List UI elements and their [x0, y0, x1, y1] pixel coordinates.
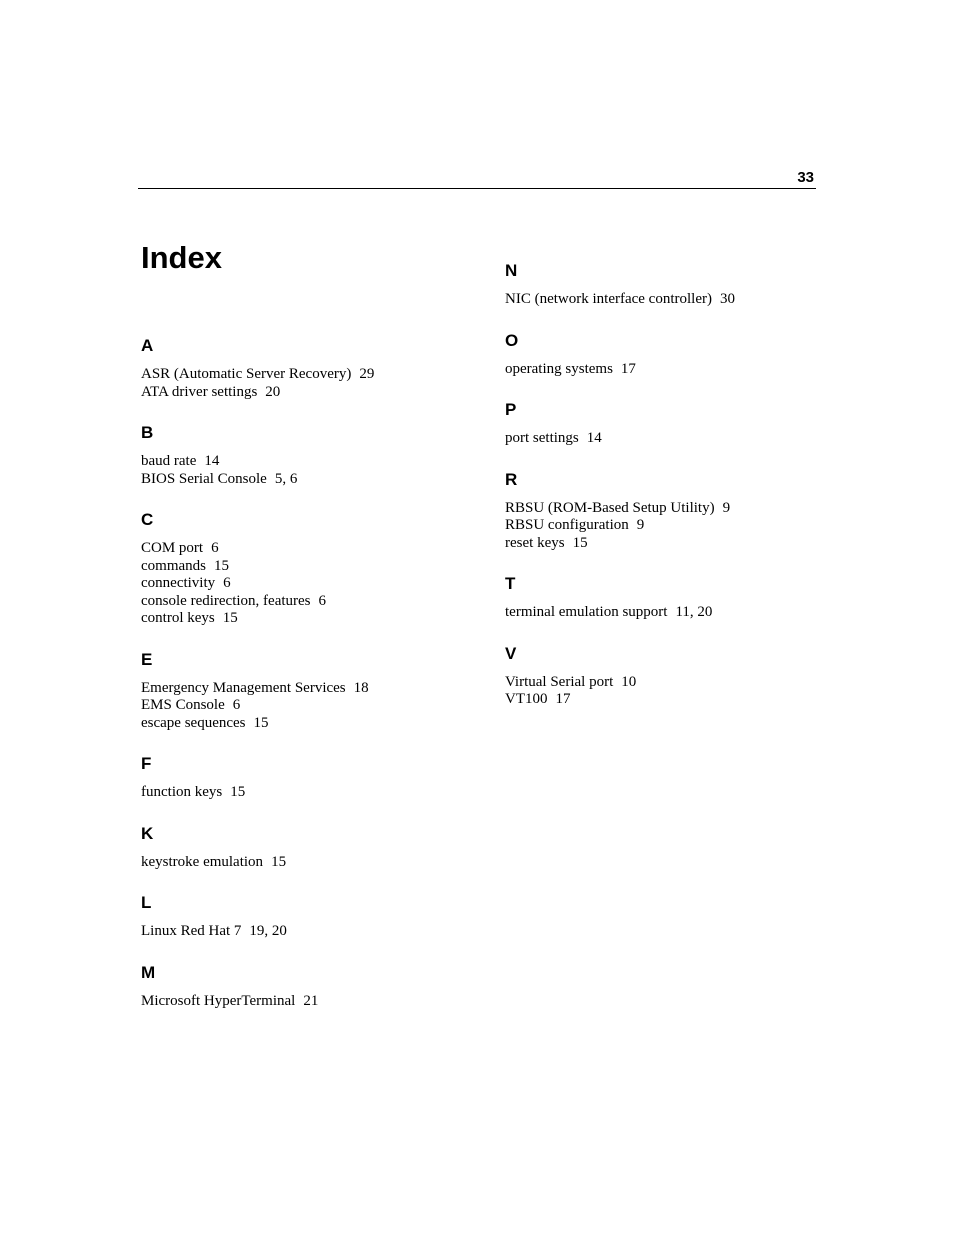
- index-term: connectivity: [141, 575, 216, 591]
- section-letter: N: [505, 261, 518, 280]
- index-page-ref[interactable]: 21: [303, 992, 319, 1009]
- index-page-ref[interactable]: 30: [720, 291, 735, 307]
- index-page-ref[interactable]: 15: [253, 714, 269, 731]
- index-page-ref[interactable]: 29: [359, 366, 375, 382]
- index-page-ref[interactable]: 11, 20: [675, 604, 713, 620]
- index-entry: [505, 361, 735, 379]
- index-page-ref[interactable]: 10: [621, 673, 637, 690]
- index-entry: [505, 674, 735, 692]
- index-term: Emergency Management Services: [141, 679, 346, 696]
- index-term: RBSU (ROM-Based Setup Utility): [505, 499, 715, 516]
- index-entry: [505, 500, 735, 518]
- index-entry: [141, 715, 374, 733]
- index-entry: [505, 517, 735, 535]
- index-section-a: [141, 336, 374, 401]
- index-page-ref[interactable]: 9: [636, 517, 645, 533]
- index-entry: [505, 604, 735, 622]
- page-number: 33: [797, 169, 814, 186]
- index-section-e: [141, 650, 374, 733]
- index-section-p: [505, 400, 735, 448]
- section-letter: T: [505, 574, 516, 593]
- index-term: EMS Console: [141, 697, 225, 713]
- section-letter: V: [505, 643, 517, 663]
- index-term: console redirection, features: [141, 592, 311, 609]
- index-entry: [141, 923, 374, 941]
- index-page-ref[interactable]: 15: [214, 557, 229, 574]
- index-term: commands: [141, 557, 206, 574]
- index-entry: [141, 540, 374, 558]
- index-section-o: [505, 331, 735, 379]
- index-page-ref[interactable]: 6: [211, 540, 219, 556]
- index-entry: [141, 593, 374, 611]
- index-section-l: [141, 893, 374, 941]
- index-page-ref[interactable]: 17: [555, 691, 571, 707]
- section-letter: K: [141, 823, 154, 843]
- section-letter: R: [505, 469, 518, 489]
- index-entry: [505, 535, 735, 553]
- index-page-ref[interactable]: 6: [223, 575, 231, 591]
- index-page-ref[interactable]: 20: [265, 383, 281, 400]
- index-entry: [141, 366, 374, 384]
- index-term: Virtual Serial port: [505, 673, 614, 690]
- index-section-n: [505, 261, 735, 309]
- header-rule: [138, 188, 816, 189]
- index-term: escape sequences: [141, 714, 246, 731]
- index-term: port settings: [505, 430, 579, 446]
- index-term: keystroke emulation: [141, 853, 264, 870]
- index-entry: [141, 453, 374, 471]
- index-page-ref[interactable]: 6: [232, 697, 241, 713]
- index-entry: [141, 471, 374, 489]
- index-page-ref[interactable]: 15: [271, 853, 287, 870]
- index-section-b: [141, 423, 374, 488]
- index-term: baud rate: [141, 453, 197, 469]
- index-page-ref[interactable]: 5, 6: [274, 470, 298, 487]
- index-term: operating systems: [505, 360, 613, 377]
- index-term: function keys: [141, 784, 223, 800]
- section-letter: B: [141, 423, 154, 442]
- index-term: Microsoft HyperTerminal: [141, 992, 296, 1009]
- index-page-ref[interactable]: 19, 20: [249, 923, 287, 939]
- section-letter: M: [141, 962, 156, 982]
- index-section-f: [141, 754, 374, 802]
- index-section-m: [141, 963, 374, 1011]
- section-letter: F: [141, 754, 152, 773]
- index-page-ref[interactable]: 9: [722, 499, 731, 516]
- index-entry: [141, 558, 374, 576]
- index-term: reset keys: [505, 534, 565, 551]
- index-entry: [141, 854, 374, 872]
- index-entry: [141, 610, 374, 628]
- index-term: RBSU configuration: [505, 517, 629, 533]
- index-page-ref[interactable]: 15: [230, 784, 246, 800]
- section-letter: P: [505, 400, 517, 419]
- index-term: Linux Red Hat 7: [141, 923, 242, 939]
- index-page-ref[interactable]: 15: [572, 534, 588, 551]
- index-page-ref[interactable]: 18: [353, 679, 369, 696]
- index-term: ATA driver settings: [141, 383, 258, 400]
- index-section-c: [141, 510, 374, 628]
- index-column-left: [141, 336, 374, 1032]
- index-entry: [505, 691, 735, 709]
- section-letter: A: [141, 336, 154, 355]
- index-entry: [141, 784, 374, 802]
- index-page-ref[interactable]: 6: [318, 592, 327, 609]
- index-entry: [141, 697, 374, 715]
- index-page-ref[interactable]: 15: [222, 610, 238, 626]
- section-letter: C: [141, 510, 154, 529]
- page-title: Index: [141, 240, 222, 275]
- index-term: COM port: [141, 540, 204, 556]
- index-term: VT100: [505, 691, 548, 707]
- index-entry: [505, 430, 735, 448]
- index-term: control keys: [141, 610, 215, 626]
- index-entry: [141, 993, 374, 1011]
- index-term: ASR (Automatic Server Recovery): [141, 366, 352, 382]
- index-term: BIOS Serial Console: [141, 470, 267, 487]
- section-letter: L: [141, 893, 152, 912]
- index-section-k: [141, 824, 374, 872]
- index-section-v: [505, 644, 735, 709]
- index-page-ref[interactable]: 14: [586, 430, 602, 446]
- section-letter: E: [141, 649, 153, 669]
- section-letter: O: [505, 330, 519, 350]
- index-entry: [141, 680, 374, 698]
- index-page-ref[interactable]: 14: [204, 453, 220, 469]
- index-column-right: [505, 261, 735, 731]
- index-entry: [505, 291, 735, 309]
- index-section-t: [505, 574, 735, 622]
- index-term: terminal emulation support: [505, 604, 668, 620]
- index-page-ref[interactable]: 17: [620, 360, 636, 377]
- index-entry: [141, 384, 374, 402]
- index-entry: [141, 575, 374, 593]
- index-section-r: [505, 470, 735, 553]
- index-term: NIC (network interface controller): [505, 291, 712, 307]
